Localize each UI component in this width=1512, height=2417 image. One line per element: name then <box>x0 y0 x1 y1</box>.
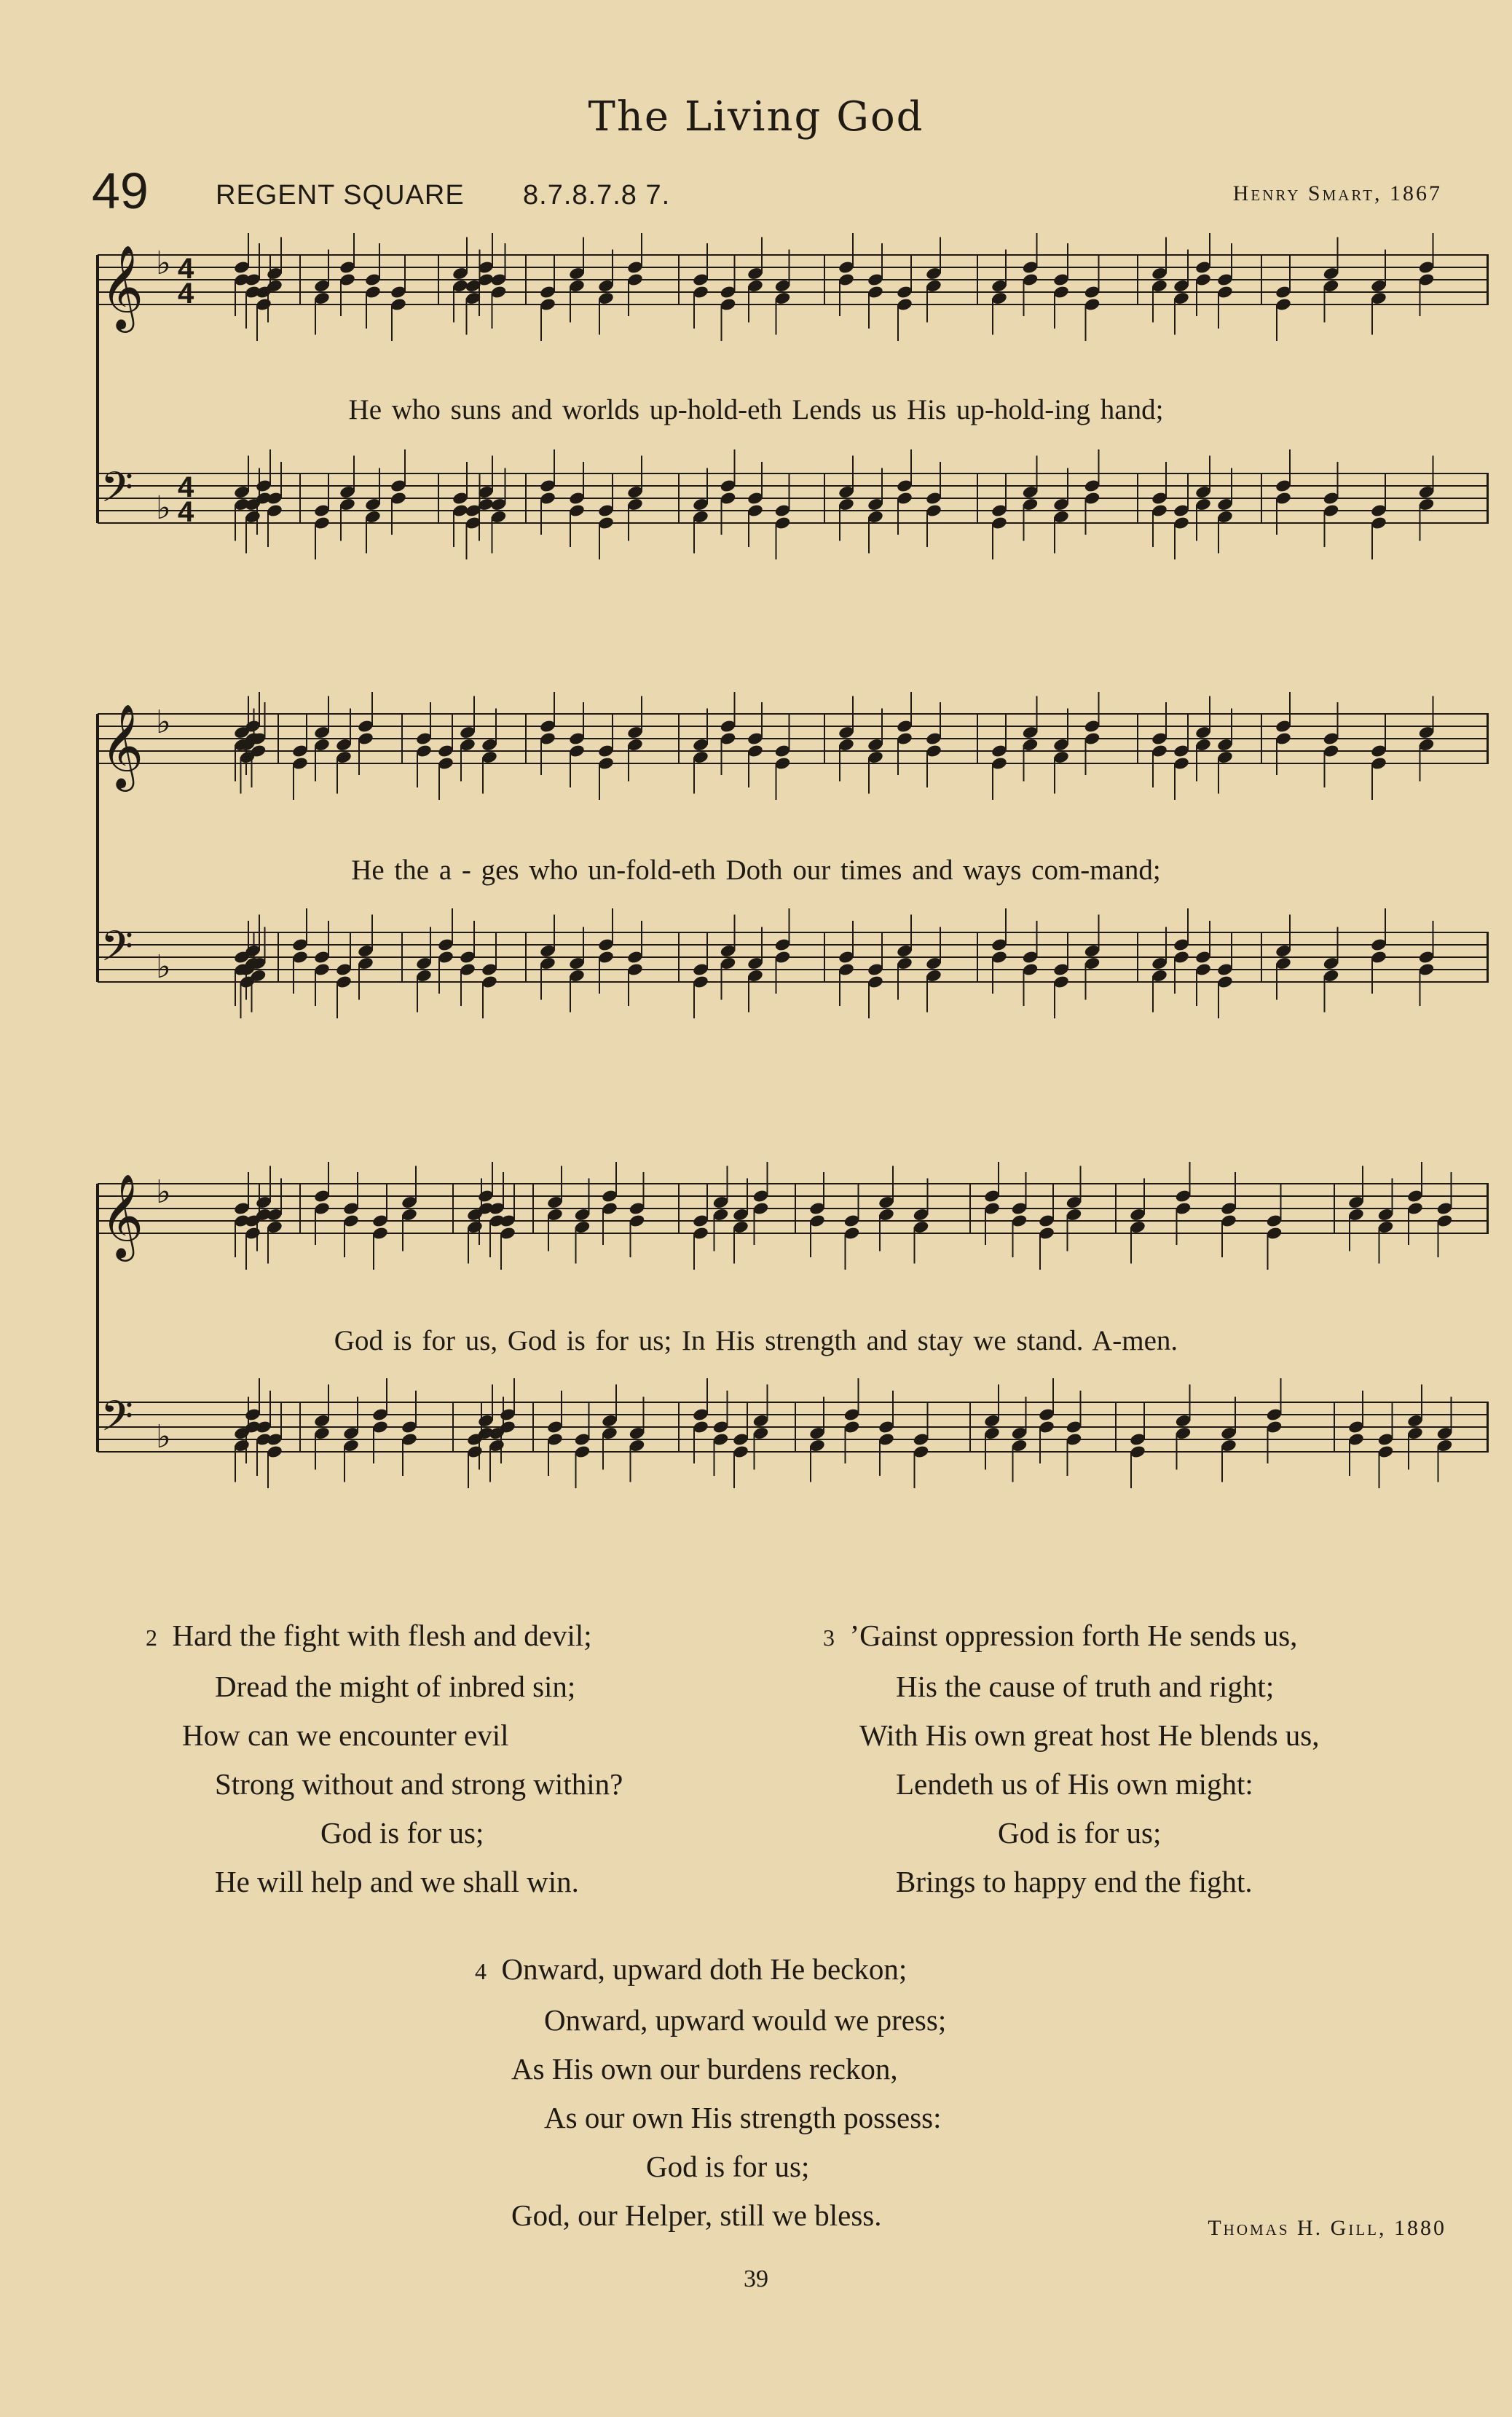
key-signature-flat: ♭ <box>156 704 171 741</box>
bass-staff <box>98 908 1489 1018</box>
lyric-line-3: God is for us, God is for us; In His strength and stay we stand. A-men. <box>334 1325 1178 1356</box>
verse-line: Strong without and strong within? <box>215 1767 623 1801</box>
key-signature-flat: ♭ <box>156 948 171 986</box>
verse-line: As His own our burdens reckon, <box>511 2052 898 2086</box>
treble-clef: 𝄞 <box>101 244 144 329</box>
treble-staff <box>98 1162 1489 1270</box>
page-title: The Living God <box>588 93 924 141</box>
verse-line: God is for us; <box>646 2150 810 2183</box>
time-signature-bottom: 4 <box>178 496 194 528</box>
treble-clef: 𝄞 <box>101 703 144 788</box>
verse-line: As our own His strength possess: <box>544 2101 942 2134</box>
verse-line: His the cause of truth and right; <box>896 1670 1275 1703</box>
verse-line: God, our Helper, still we bless. <box>511 2198 882 2232</box>
verse-3 <box>823 1611 1320 1906</box>
verse-line: Lendeth us of His own might: <box>896 1767 1253 1801</box>
bass-staff <box>98 1378 1489 1488</box>
verse-number: 3 <box>823 1624 835 1651</box>
time-signature-bottom: 4 <box>178 278 194 310</box>
verse-number: 4 <box>475 1958 487 1984</box>
key-signature-flat: ♭ <box>156 245 171 282</box>
verse-line: Brings to happy end the fight. <box>896 1865 1253 1898</box>
key-signature-flat: ♭ <box>156 490 171 527</box>
lyric-line-2: He the a - ges who un-fold-eth Doth our times and ways com-mand; <box>351 854 1161 886</box>
verse-line: Onward, upward doth He beckon; <box>501 1952 907 1986</box>
verse-line: With His own great host He blends us, <box>859 1718 1320 1752</box>
verse-line: Dread the might of inbred sin; <box>215 1670 576 1703</box>
verse-4 <box>475 1945 946 2240</box>
verse-line: God is for us; <box>320 1816 484 1850</box>
verse-line: How can we encounter evil <box>182 1718 509 1752</box>
composer-credit: Henry Smart, 1867 <box>1232 181 1442 205</box>
hymn-meter: 8.7.8.7.8 7. <box>523 180 671 211</box>
bass-clef: 𝄢 <box>101 463 134 522</box>
bass-staff <box>98 449 1489 559</box>
hymn-number: 49 <box>92 162 149 219</box>
key-signature-flat: ♭ <box>156 1418 171 1455</box>
bass-clef: 𝄢 <box>101 1391 134 1451</box>
page-number: 39 <box>744 2265 768 2292</box>
verse-number: 2 <box>146 1624 157 1651</box>
bass-clef: 𝄢 <box>101 921 134 981</box>
tune-name: REGENT SQUARE <box>216 180 465 211</box>
time-signature-top: 4 <box>178 471 194 503</box>
treble-clef: 𝄞 <box>101 1173 144 1258</box>
lyric-line-1: He who suns and worlds up-hold-eth Lends us His up-hold-ing hand; <box>348 394 1164 425</box>
verse-2 <box>146 1611 623 1906</box>
treble-staff <box>98 233 1489 341</box>
verse-line: ’Gainst oppression forth He sends us, <box>849 1619 1298 1652</box>
verse-line: Hard the fight with flesh and devil; <box>172 1619 592 1652</box>
time-signature-top: 4 <box>178 253 194 285</box>
author-credit: Thomas H. Gill, 1880 <box>1208 2216 1446 2240</box>
key-signature-flat: ♭ <box>156 1174 171 1211</box>
verse-line: He will help and we shall win. <box>215 1865 579 1898</box>
treble-staff <box>98 692 1489 800</box>
verse-line: Onward, upward would we press; <box>544 2003 947 2037</box>
verse-line: God is for us; <box>998 1816 1162 1850</box>
